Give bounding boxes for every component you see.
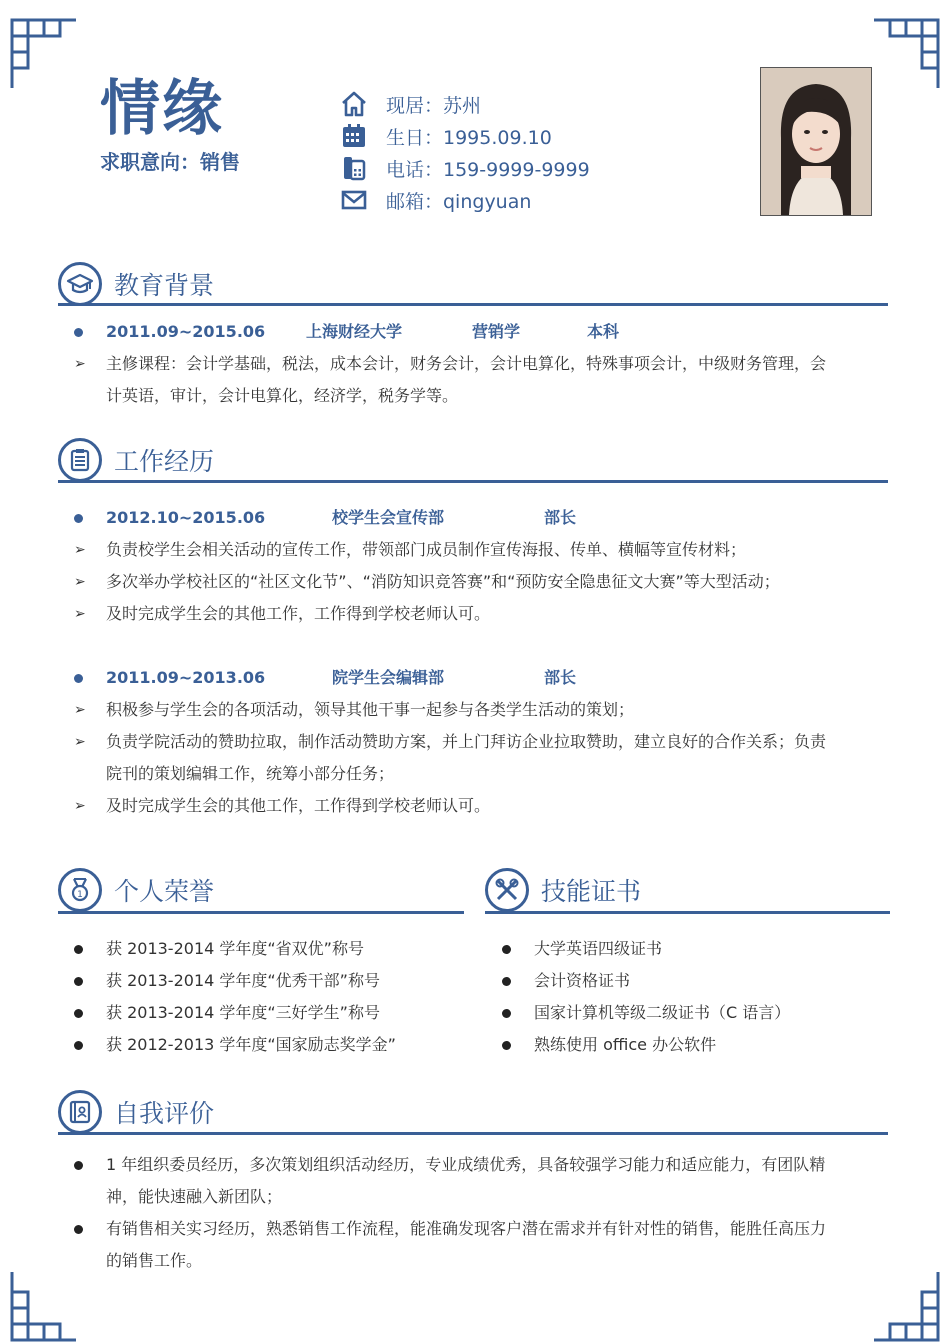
education-school: 上海财经大学 — [306, 322, 403, 341]
job-item-text: 负责校学生会相关活动的宣传工作，带领部门成员制作宣传海报、传单、横幅等宣传材料； — [106, 540, 747, 559]
job-item-text: 及时完成学生会的其他工作，工作得到学校老师认可。 — [106, 604, 491, 623]
bullet-dot — [502, 1009, 511, 1018]
job-item-text: 多次举办学校社区的“社区文化节”、“消防知识竞答赛”和“预防安全隐患征文大赛”等大型活动； — [106, 572, 780, 591]
job-period: 2011.09~2013.06 — [106, 668, 266, 687]
bullet-dot — [74, 1009, 83, 1018]
courses-line-1: 主修课程：会计学基础，税法，成本会计，财务会计，会计电算化，特殊事项会计，中级财务管理，会 — [106, 354, 827, 373]
bullet-dot — [74, 328, 83, 337]
self-eval-title: 自我评价 — [114, 1099, 215, 1128]
self-eval-text: 有销售相关实习经历，熟悉销售工作流程，能准确发现客户潜在需求并有针对性的销售，能胜任高压力 — [106, 1219, 827, 1238]
job-item-text: 负责学院活动的赞助拉取，制作活动赞助方案，并上门拜访企业拉取赞助，建立良好的合作关系；负责 — [106, 732, 827, 751]
mail-icon — [340, 186, 368, 214]
bullet-dot — [502, 945, 511, 954]
candidate-name: 情缘 — [100, 74, 224, 144]
education-period: 2011.09~2015.06 — [106, 322, 266, 341]
section-divider — [58, 480, 888, 483]
arrow-bullet-icon: ➢ — [74, 606, 86, 622]
bullet-dot — [74, 1161, 83, 1170]
self-eval-text: 的销售工作。 — [106, 1251, 203, 1270]
job-role: 部长 — [544, 668, 577, 687]
arrow-bullet-icon: ➢ — [74, 574, 86, 590]
profile-photo — [760, 67, 872, 216]
arrow-bullet-icon: ➢ — [74, 542, 86, 558]
education-section-header — [58, 262, 888, 308]
honor-text: 获 2013-2014 学年度“省双优”称号 — [106, 939, 364, 958]
section-divider — [485, 911, 890, 914]
info-birthday — [340, 120, 552, 152]
honors-title: 个人荣誉 — [114, 877, 215, 906]
corner-ornament-bottom-right — [870, 1272, 942, 1344]
svg-text:1: 1 — [77, 890, 83, 900]
section-divider — [58, 1132, 888, 1135]
bullet-dot — [502, 977, 511, 986]
phone-icon — [340, 154, 368, 182]
job-org: 校学生会宣传部 — [332, 508, 445, 527]
bullet-dot — [74, 1225, 83, 1234]
bullet-dot — [74, 1041, 83, 1050]
skill-text: 熟练使用 office 办公软件 — [534, 1035, 717, 1054]
corner-ornament-top-left — [8, 16, 80, 88]
bullet-dot — [74, 945, 83, 954]
honors-section-header — [58, 868, 464, 914]
honor-text: 获 2013-2014 学年度“三好学生”称号 — [106, 1003, 380, 1022]
arrow-bullet-icon: ➢ — [74, 702, 86, 718]
job-item-text: 积极参与学生会的各项活动，领导其他干事一起参与各类学生活动的策划； — [106, 700, 635, 719]
id-card-icon — [58, 1090, 102, 1134]
tools-icon — [485, 868, 529, 912]
job-role: 部长 — [544, 508, 577, 527]
honor-text: 获 2013-2014 学年度“优秀干部”称号 — [106, 971, 380, 990]
skill-text: 会计资格证书 — [534, 971, 631, 990]
calendar-icon — [340, 122, 368, 150]
corner-ornament-bottom-left — [8, 1272, 80, 1344]
arrow-bullet-icon: ➢ — [74, 734, 86, 750]
self-eval-text: 神，能快速融入新团队； — [106, 1187, 283, 1206]
skill-text: 大学英语四级证书 — [534, 939, 663, 958]
bullet-dot — [74, 977, 83, 986]
self-eval-section-header — [58, 1090, 888, 1136]
skills-section-header — [485, 868, 890, 914]
info-email — [340, 184, 531, 216]
info-residence-text: 现居：苏州 — [386, 94, 482, 117]
arrow-bullet-icon: ➢ — [74, 356, 86, 372]
clipboard-icon — [58, 438, 102, 482]
education-title: 教育背景 — [114, 271, 215, 300]
skills-title: 技能证书 — [541, 877, 642, 906]
section-divider — [58, 303, 888, 306]
info-birthday-text: 生日：1995.09.10 — [386, 126, 552, 149]
home-icon — [340, 90, 368, 118]
medal-icon — [58, 868, 102, 912]
info-phone — [340, 152, 590, 184]
job-intent: 求职意向：销售 — [100, 150, 240, 174]
courses-line-2: 计英语，审计，会计电算化，经济学，税务学等。 — [106, 386, 459, 405]
job-item-text: 院刊的策划编辑工作，统筹小部分任务； — [106, 764, 395, 783]
arrow-bullet-icon: ➢ — [74, 798, 86, 814]
work-title: 工作经历 — [114, 447, 215, 476]
skill-text: 国家计算机等级二级证书（C 语言） — [534, 1003, 791, 1022]
education-degree: 本科 — [587, 322, 620, 341]
self-eval-text: 1 年组织委员经历，多次策划组织活动经历，专业成绩优秀，具备较强学习能力和适应能力，有团队精 — [106, 1155, 826, 1174]
job-period: 2012.10~2015.06 — [106, 508, 266, 527]
bullet-dot — [502, 1041, 511, 1050]
job-item-text: 及时完成学生会的其他工作，工作得到学校老师认可。 — [106, 796, 491, 815]
honor-text: 获 2012-2013 学年度“国家励志奖学金” — [106, 1035, 396, 1054]
bullet-dot — [74, 514, 83, 523]
corner-ornament-top-right — [870, 16, 942, 88]
work-section-header — [58, 438, 888, 484]
info-email-text: 邮箱：qingyuan — [386, 190, 532, 213]
info-phone-text: 电话：159-9999-9999 — [386, 158, 590, 181]
education-major: 营销学 — [472, 322, 521, 341]
graduation-cap-icon — [58, 262, 102, 306]
info-residence — [340, 88, 481, 120]
section-divider — [58, 911, 464, 914]
bullet-dot — [74, 674, 83, 683]
job-org: 院学生会编辑部 — [332, 668, 445, 687]
